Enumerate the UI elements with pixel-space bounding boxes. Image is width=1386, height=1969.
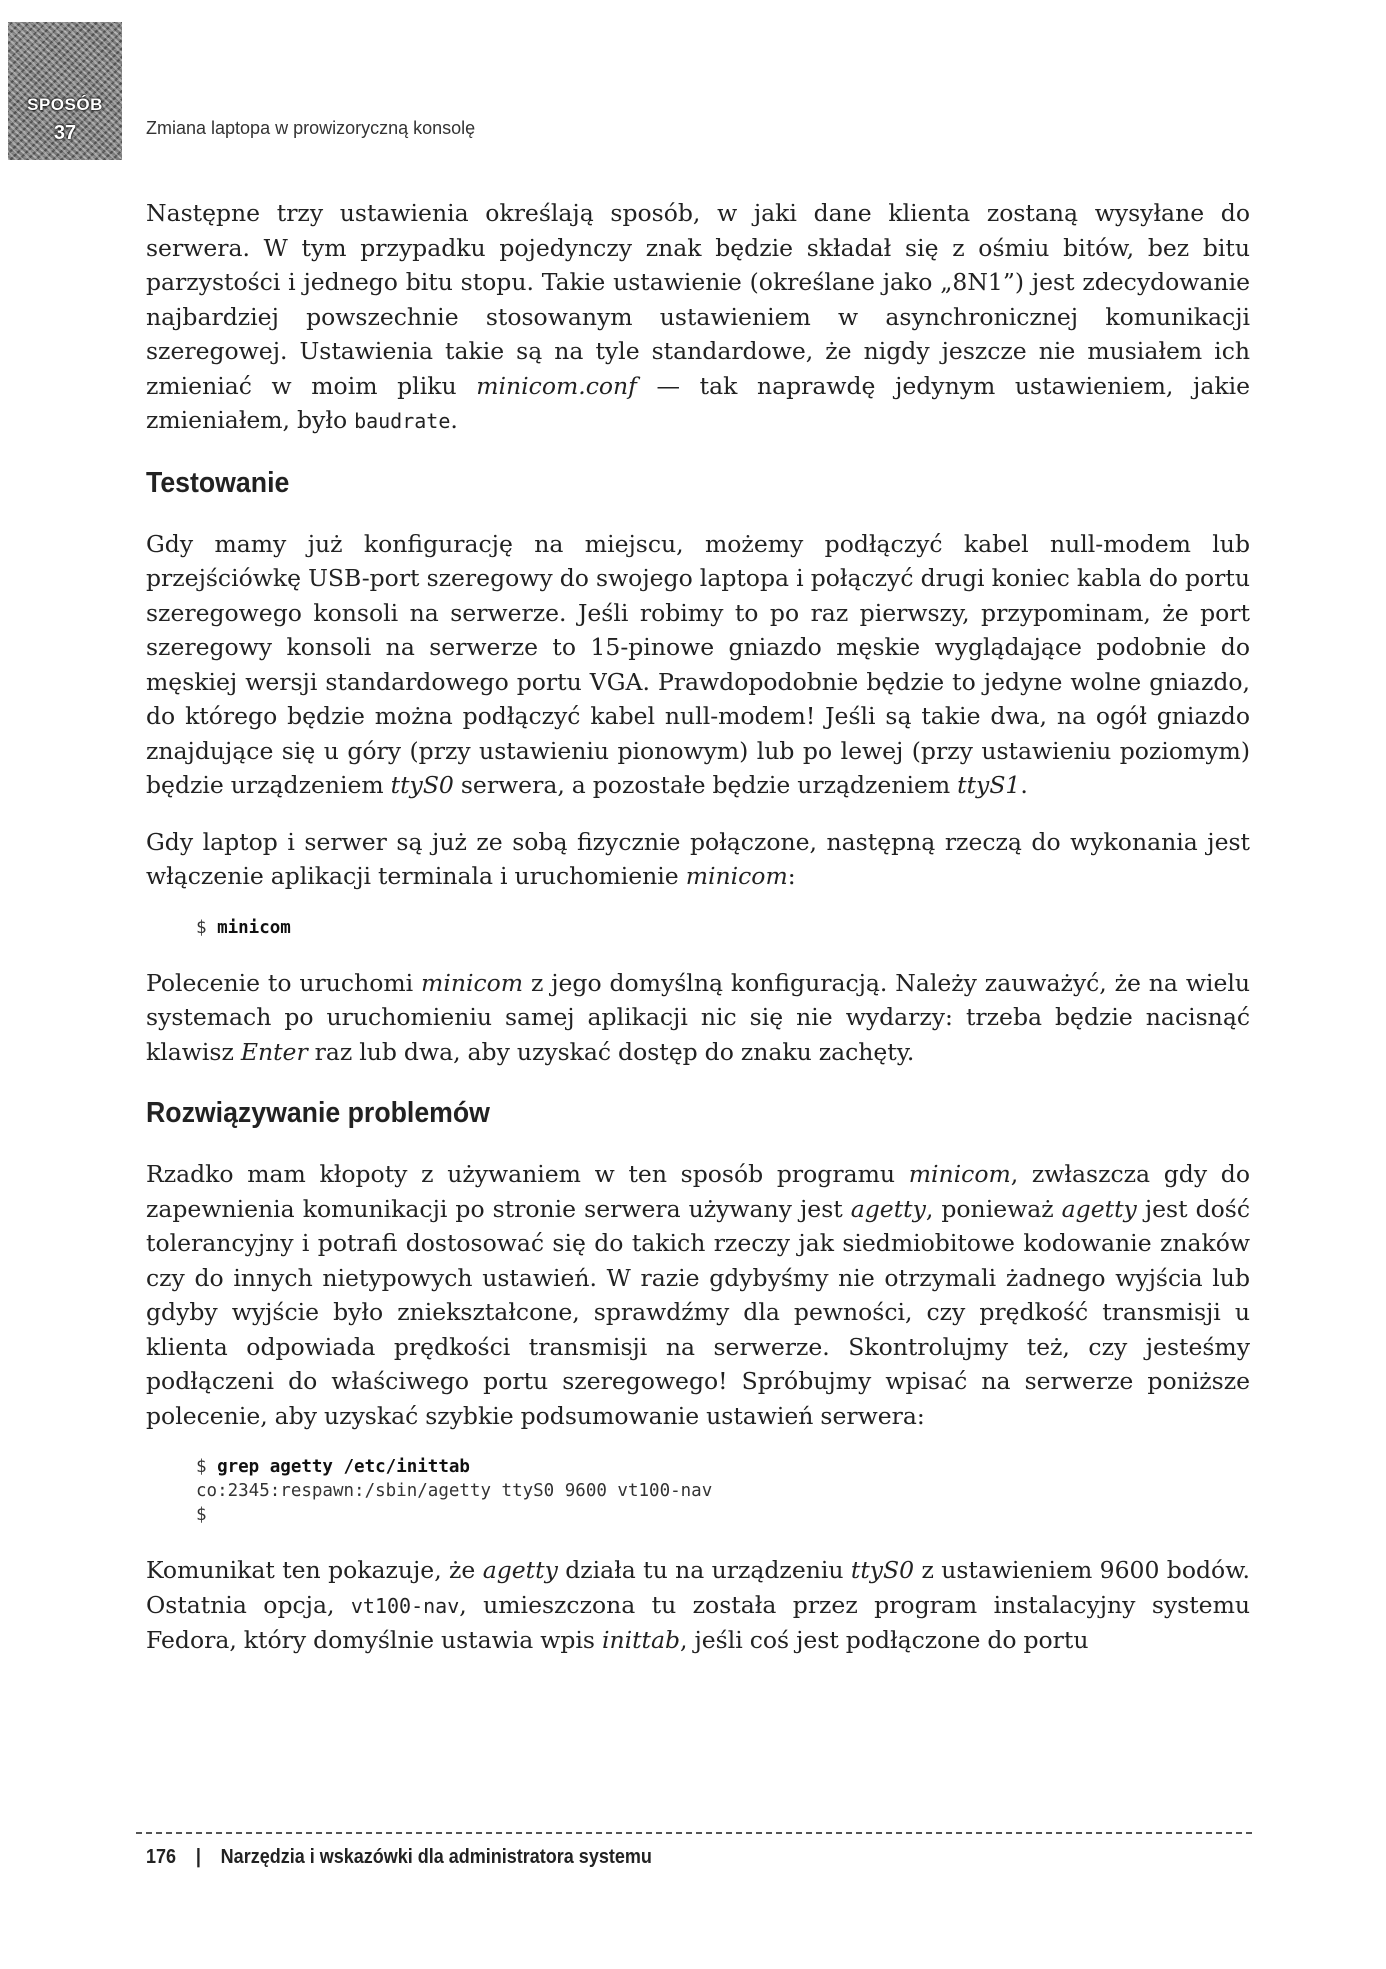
app-agetty: agetty xyxy=(482,1556,558,1584)
filename-minicom-conf: minicom.conf xyxy=(476,371,637,400)
app-agetty: agetty xyxy=(850,1194,926,1223)
text: z ustawieniem 9600 bodów. Ostatnia opcja, xyxy=(146,1556,1250,1619)
code-block-grep xyxy=(196,1455,1250,1527)
text: raz lub dwa, aby uzyskać dostęp do znaku zachęty. xyxy=(307,1037,915,1066)
paragraph-connection xyxy=(146,527,1250,803)
heading-testowanie: Testowanie xyxy=(146,466,290,499)
text: . xyxy=(450,406,458,434)
shell-output: co:2345:respawn:/sbin/agetty ttyS0 9600 vt100-nav xyxy=(196,1481,713,1501)
text: z jego domyślną konfiguracją. Należy zauważyć, że na wielu systemach po uruchomieniu samej aplikacji nic się nie wydarzy: trzeba będzie nacisnąć klawisz xyxy=(146,968,1251,1066)
text: Gdy laptop i serwer są już ze sobą fizycznie połączone, następną rzeczą do wykonania jest włączenie aplikacji terminala i uruchomienie xyxy=(146,827,1250,890)
text: Rzadko mam kłopoty z używaniem w ten sposób programu xyxy=(146,1160,909,1188)
app-agetty: agetty xyxy=(1061,1194,1137,1223)
file-inittab: inittab xyxy=(601,1626,681,1654)
shell-prompt: $ xyxy=(196,917,218,938)
text: , umieszczona tu została przez program instalacyjny systemu Fedora, który domyślnie ustawia wpis xyxy=(146,1590,1250,1654)
text: , ponieważ xyxy=(925,1194,1062,1223)
device-ttys0: ttyS0 xyxy=(850,1556,915,1584)
text: serwera, a pozostałe będzie urządzeniem xyxy=(453,771,958,799)
text: Gdy mamy już konfigurację na miejscu, możemy podłączyć kabel null-modem lub przejściówkę USB-port szeregowy do swojego laptopa i połączyć drugi koniec kabla do portu szeregowego konsoli na serwerze. Jeśli robimy to po raz pierwszy, przypominam, że port szeregowy konsoli na serwerze to 15-pinowe gniazdo męskie wyglądające podobnie do męskiej wersji standardowego portu VGA. Prawdopodobnie będzie to jedyne wolne gniazdo, do którego będzie można podłączyć kabel null-modem! Jeśli są takie dwa, na ogół gniazdo znajdujące się u góry (przy ustawieniu pionowym) lub po lewej (przy ustawieniu poziomym) będzie urządzeniem xyxy=(146,529,1250,799)
text: Polecenie to uruchomi xyxy=(146,968,422,997)
text: działa tu na urządzeniu xyxy=(557,1556,851,1584)
chapter-badge xyxy=(8,22,122,160)
paragraph-8n1 xyxy=(146,196,1250,439)
shell-prompt: $ xyxy=(196,1457,218,1477)
page-number: 176 xyxy=(146,1846,177,1868)
book-title: Narzędzia i wskazówki dla administratora systemu xyxy=(220,1846,652,1868)
footer-separator: | xyxy=(195,1846,201,1868)
badge-word: SPOSÓB xyxy=(27,95,103,114)
paragraph-default-config xyxy=(146,966,1250,1070)
code-block-minicom xyxy=(196,916,1250,940)
text: Komunikat ten pokazuje, że xyxy=(146,1556,483,1584)
heading-rozwiazywanie-problemow: Rozwiązywanie problemów xyxy=(146,1097,490,1129)
text: , jeśli coś jest podłączone do portu xyxy=(680,1626,1089,1654)
app-minicom: minicom xyxy=(421,968,524,997)
code-vt100-nav: vt100-nav xyxy=(350,1593,460,1618)
code-baudrate: baudrate xyxy=(354,409,451,433)
device-ttys0: ttyS0 xyxy=(390,771,454,799)
text: — tak naprawdę jedynym ustawieniem, jakie zmieniałem, było xyxy=(146,371,1250,434)
paragraph-agetty-result xyxy=(146,1553,1250,1658)
shell-command: grep agetty /etc/inittab xyxy=(217,1457,470,1477)
page-footer xyxy=(146,1846,652,1869)
shell-command: minicom xyxy=(217,917,291,938)
text: jest dość tolerancyjny i potrafi dostosować się do takich rzeczy jak siedmiobitowe kodowanie znaków czy do innych nietypowych ustawień. W razie gdybyśmy nie otrzymali żadnego wyjścia lub gdyby wyjście było zniekształcone, sprawdźmy dla pewności, czy prędkość transmisji u klienta odpowiada prędkości transmisji na serwerze. Skontrolujmy też, czy jesteśmy podłączeni do właściwego portu szeregowego! Spróbujmy wpisać na serwerze poniższe polecenie, aby uzyskać szybkie podsumowanie ustawień serwera: xyxy=(146,1194,1250,1430)
footer-divider xyxy=(136,1832,1252,1834)
device-ttys1: ttyS1 xyxy=(957,771,1021,799)
running-header-title: Zmiana laptopa w prowizoryczną konsolę xyxy=(146,118,476,138)
app-minicom: minicom xyxy=(908,1160,1011,1188)
text: . xyxy=(1020,771,1028,799)
text: Następne trzy ustawienia określają sposób, w jaki dane klienta zostaną wysyłane do serwera. W tym przypadku pojedynczy znak będzie składał się z ośmiu bitów, bez bitu parzystości i jednego bitu stopu. Takie ustawienie (określane jako „8N1”) jest zdecydowanie najbardziej powszechnie stosowanym ustawieniem w asynchronicznej komunikacji szeregowej. Ustawienia takie są na tyle standardowe, że nigdy jeszcze nie musiałem ich zmieniać w moim pliku xyxy=(146,199,1250,400)
paragraph-troubleshooting xyxy=(146,1157,1250,1433)
text: : xyxy=(787,862,796,890)
paragraph-launch xyxy=(146,825,1250,894)
text: , zwłaszcza gdy do zapewnienia komunikacji po stronie serwera używany jest xyxy=(146,1160,1250,1223)
key-enter: Enter xyxy=(240,1037,308,1066)
app-minicom: minicom xyxy=(685,862,788,890)
page-body xyxy=(146,196,1250,1680)
shell-prompt: $ xyxy=(196,1505,207,1525)
badge-number: 37 xyxy=(53,122,77,144)
